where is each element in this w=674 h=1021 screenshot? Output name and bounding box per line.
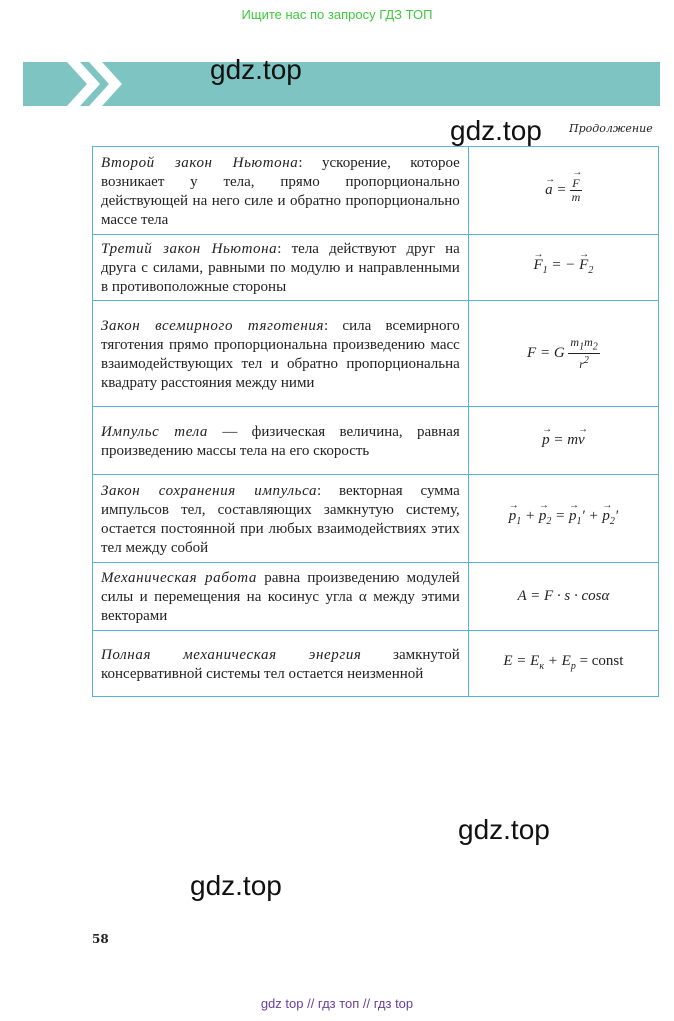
table-row [93,563,659,631]
formula-gravity [468,301,658,407]
continuation-label: Продолжение [569,122,653,135]
formula-symbol: = [555,507,566,524]
formula-symbol: 1 [542,264,548,276]
formula-symbol: + [524,507,536,524]
law-description [93,235,469,301]
formula-symbol: → p [569,507,577,526]
formula-symbol: E = E [503,652,540,669]
law-description [93,301,469,407]
law-term: Полная механическая энергия [101,646,362,663]
formula-symbol: → p [542,431,550,450]
formula-symbol: r [579,357,584,372]
law-text: замкнутой консервативной системы тел остается неизменной [101,646,460,682]
table-row [93,407,659,475]
table-row [93,631,659,697]
page-number: 58 [92,932,109,946]
law-description [93,563,469,631]
formula-symbol: → F [579,256,588,275]
law-description [93,147,469,235]
double-chevron-icon [67,62,147,106]
formula-symbol: = m [553,432,579,448]
watermark: gdz.top [210,54,302,85]
formula-expression: A = F · s · cosα [517,588,610,604]
table-row [93,301,659,407]
formula-symbol: к [539,660,545,672]
formula-symbol: 1 [516,515,522,527]
formula-momentum [468,407,658,475]
formula-symbol: 2 [588,264,594,276]
law-text: : ускорение, которое возникает у тела, прямо пропорционально действующей на него силе и обратно пропорционально массе тела [101,154,460,228]
formula-symbol: F = G [527,344,565,361]
formula-symbol: p [570,660,576,672]
law-term: Импульс тела [101,423,209,440]
formula-symbol: → a [545,181,553,200]
law-text: : тела действуют друг на друга с силами, равными по модулю и направленными в противоположные стороны [101,241,460,295]
top-banner[interactable]: Ищите нас по запросу ГДЗ ТОП [241,7,433,22]
law-term: Закон сохранения импульса [101,482,318,499]
formula-symbol: = [556,181,567,198]
law-description [93,631,469,697]
formula-symbol: m [571,190,581,204]
formula-symbol: → p [602,507,610,526]
law-text: : векторная сумма импульсов тел, составляющих замкнутую систему, остается постоянной при любых взаимодействиях этих тел между собой [101,482,460,556]
formula-symbol: → v [578,431,585,450]
formula-work [468,563,658,631]
table-row [93,475,659,563]
formula-symbol: = const [579,652,624,669]
law-term: Третий закон Ньютона [101,241,278,257]
formula-symbol: → p [509,507,517,526]
physics-laws-table [92,146,659,697]
law-text: : сила всемирного тяготения прямо пропорциональна произведению масс взаимодействующих тел и обратно пропорциональна квадрату расстояния между ними [101,317,460,391]
formula-symbol: ′ [614,507,619,524]
watermark: gdz.top [450,115,542,146]
formula-symbol: → F [572,177,579,190]
footer-links[interactable]: gdz top // гдз топ // гдз top [260,996,414,1011]
law-term: Механическая работа [101,570,258,586]
header-bar [23,62,660,106]
formula-symbol: + E [547,652,571,669]
formula-symbol: 2 [609,515,615,527]
law-description [93,407,469,475]
formula-symbol: m [584,334,593,349]
formula-symbol: 1 [576,515,582,527]
formula-symbol: m [570,334,580,349]
formula-conservation [468,475,658,563]
watermark: gdz.top [458,814,550,845]
law-text: равна произведению модулей силы и перемещения на косинус угла α между этими векторами [101,570,460,624]
formula-symbol: 2 [546,515,552,527]
formula-symbol: 1 [579,341,585,353]
formula-symbol: = − [551,256,576,273]
formula-newton3 [468,235,658,301]
law-text: — физическая величина, равная произведению массы тела на его скорость [101,423,460,459]
law-term: Второй закон Ньютона [101,154,299,171]
watermark: gdz.top [190,870,282,901]
formula-energy [468,631,658,697]
formula-symbol: + [588,507,599,524]
formula-newton2 [468,147,658,235]
table-row [93,235,659,301]
formula-symbol: ′ [581,507,585,524]
formula-symbol: 2 [592,341,598,353]
formula-symbol: → F [533,256,542,275]
formula-symbol: → p [539,507,547,526]
law-description [93,475,469,563]
formula-symbol: 2 [583,355,589,367]
law-term: Закон всемирного тяготения [101,317,325,334]
table-row [93,147,659,235]
